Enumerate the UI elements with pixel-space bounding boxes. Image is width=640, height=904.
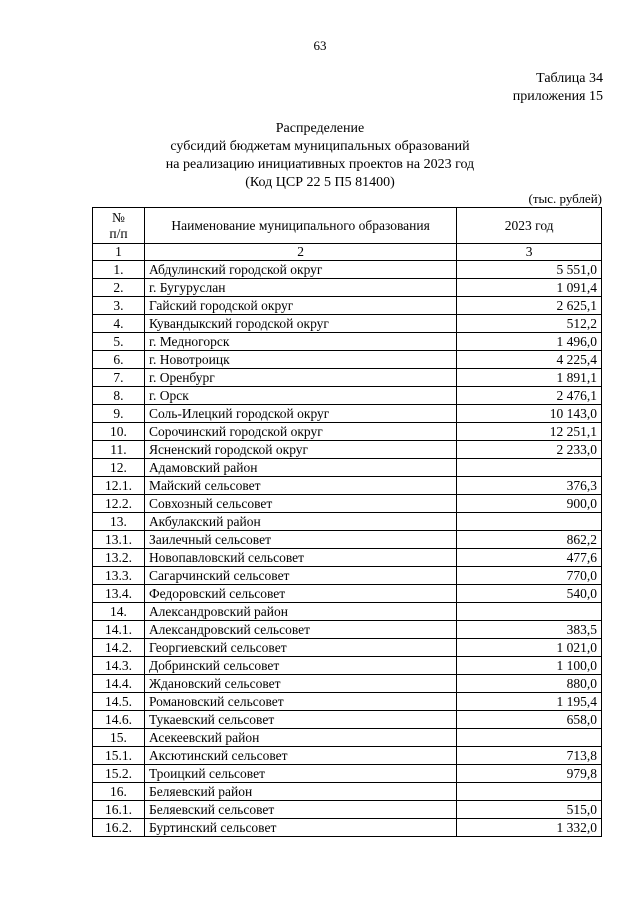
row-number-cell: 13.1. bbox=[93, 531, 145, 549]
amount-cell: 383,5 bbox=[457, 621, 602, 639]
amount-cell: 512,2 bbox=[457, 315, 602, 333]
municipality-name-cell: Соль-Илецкий городской округ bbox=[144, 405, 456, 423]
municipality-name-cell: Добринский сельсовет bbox=[144, 657, 456, 675]
column-number: 2 bbox=[144, 244, 456, 261]
header-number-line1: № bbox=[112, 209, 125, 225]
table-row bbox=[93, 333, 602, 351]
amount-cell: 770,0 bbox=[457, 567, 602, 585]
table-number-label: Таблица 34 bbox=[536, 71, 603, 86]
table-row bbox=[93, 675, 602, 693]
row-number-cell: 5. bbox=[93, 333, 145, 351]
amount-cell: 1 195,4 bbox=[457, 693, 602, 711]
amount-cell: 376,3 bbox=[457, 477, 602, 495]
row-number-cell: 15.1. bbox=[93, 747, 145, 765]
table-row bbox=[93, 711, 602, 729]
municipality-name-cell: Сагарчинский сельсовет bbox=[144, 567, 456, 585]
table-row bbox=[93, 513, 602, 531]
subsidy-table bbox=[92, 207, 602, 837]
municipality-name-cell: Троицкий сельсовет bbox=[144, 765, 456, 783]
municipality-name-cell: Александровский район bbox=[144, 603, 456, 621]
table-row bbox=[93, 747, 602, 765]
title-line: (Код ЦСР 22 5 П5 81400) bbox=[245, 175, 395, 190]
header-number-line2: п/п bbox=[109, 225, 128, 241]
amount-cell: 1 021,0 bbox=[457, 639, 602, 657]
row-number-cell: 12.2. bbox=[93, 495, 145, 513]
row-number-cell: 12.1. bbox=[93, 477, 145, 495]
table-row bbox=[93, 441, 602, 459]
row-number-cell: 16.1. bbox=[93, 801, 145, 819]
table-caption bbox=[513, 70, 603, 106]
row-number-cell: 14.5. bbox=[93, 693, 145, 711]
column-number: 3 bbox=[457, 244, 602, 261]
page-number: 63 bbox=[313, 38, 327, 53]
amount-cell: 10 143,0 bbox=[457, 405, 602, 423]
amount-cell bbox=[457, 459, 602, 477]
amount-cell: 5 551,0 bbox=[457, 261, 602, 279]
table-row bbox=[93, 297, 602, 315]
amount-cell: 713,8 bbox=[457, 747, 602, 765]
municipality-name-cell: Александровский сельсовет bbox=[144, 621, 456, 639]
amount-cell: 880,0 bbox=[457, 675, 602, 693]
row-number-cell: 13.3. bbox=[93, 567, 145, 585]
table-row bbox=[93, 477, 602, 495]
amount-cell: 477,6 bbox=[457, 549, 602, 567]
amount-cell: 2 625,1 bbox=[457, 297, 602, 315]
municipality-name-cell: Ясненский городской округ bbox=[144, 441, 456, 459]
amount-cell: 1 100,0 bbox=[457, 657, 602, 675]
column-number: 1 bbox=[93, 244, 145, 261]
table-row bbox=[93, 783, 602, 801]
municipality-name-cell: Абдулинский городской округ bbox=[144, 261, 456, 279]
amount-cell: 979,8 bbox=[457, 765, 602, 783]
title-line: Распределение bbox=[275, 121, 365, 136]
table-row bbox=[93, 531, 602, 549]
table-row bbox=[93, 801, 602, 819]
municipality-name-cell: Майский сельсовет bbox=[144, 477, 456, 495]
municipality-name-cell: г. Медногорск bbox=[144, 333, 456, 351]
municipality-name-cell: Заилечный сельсовет bbox=[144, 531, 456, 549]
row-number-cell: 14.2. bbox=[93, 639, 145, 657]
municipality-name-cell: г. Бугуруслан bbox=[144, 279, 456, 297]
table-row bbox=[93, 657, 602, 675]
municipality-name-cell: Буртинский сельсовет bbox=[144, 819, 456, 837]
annex-label: приложения 15 bbox=[512, 89, 603, 104]
municipality-name-cell: Совхозный сельсовет bbox=[144, 495, 456, 513]
header-year: 2023 год bbox=[457, 208, 602, 244]
table-row bbox=[93, 765, 602, 783]
amount-cell: 540,0 bbox=[457, 585, 602, 603]
municipality-name-cell: Адамовский район bbox=[144, 459, 456, 477]
table-row bbox=[93, 729, 602, 747]
row-number-cell: 13.4. bbox=[93, 585, 145, 603]
header-name: Наименование муниципального образования bbox=[144, 208, 456, 244]
row-number-cell: 6. bbox=[93, 351, 145, 369]
title-line: на реализацию инициативных проектов на 2023 год bbox=[165, 157, 475, 172]
municipality-name-cell: Беляевский район bbox=[144, 783, 456, 801]
row-number-cell: 9. bbox=[93, 405, 145, 423]
row-number-cell: 13.2. bbox=[93, 549, 145, 567]
row-number-cell: 13. bbox=[93, 513, 145, 531]
table-row bbox=[93, 495, 602, 513]
amount-cell: 12 251,1 bbox=[457, 423, 602, 441]
table-row bbox=[93, 405, 602, 423]
table-row bbox=[93, 423, 602, 441]
row-number-cell: 15. bbox=[93, 729, 145, 747]
amount-cell: 658,0 bbox=[457, 711, 602, 729]
header-number bbox=[93, 208, 145, 244]
table-row bbox=[93, 387, 602, 405]
table-row bbox=[93, 279, 602, 297]
municipality-name-cell: Федоровский сельсовет bbox=[144, 585, 456, 603]
table-row bbox=[93, 459, 602, 477]
municipality-name-cell: г. Новотроицк bbox=[144, 351, 456, 369]
table-row bbox=[93, 549, 602, 567]
table-row bbox=[93, 315, 602, 333]
amount-cell: 1 332,0 bbox=[457, 819, 602, 837]
amount-cell bbox=[457, 783, 602, 801]
row-number-cell: 3. bbox=[93, 297, 145, 315]
municipality-name-cell: Кувандыкский городской округ bbox=[144, 315, 456, 333]
municipality-name-cell: Гайский городской округ bbox=[144, 297, 456, 315]
table-row bbox=[93, 693, 602, 711]
amount-cell: 2 476,1 bbox=[457, 387, 602, 405]
municipality-name-cell: Георгиевский сельсовет bbox=[144, 639, 456, 657]
document-title bbox=[0, 120, 640, 192]
municipality-name-cell: Аксютинский сельсовет bbox=[144, 747, 456, 765]
table-row bbox=[93, 603, 602, 621]
municipality-name-cell: г. Орск bbox=[144, 387, 456, 405]
row-number-cell: 14.4. bbox=[93, 675, 145, 693]
municipality-name-cell: Романовский сельсовет bbox=[144, 693, 456, 711]
row-number-cell: 10. bbox=[93, 423, 145, 441]
municipality-name-cell: Акбулакский район bbox=[144, 513, 456, 531]
column-number-row bbox=[93, 244, 602, 261]
table-row bbox=[93, 621, 602, 639]
row-number-cell: 11. bbox=[93, 441, 145, 459]
row-number-cell: 14.6. bbox=[93, 711, 145, 729]
amount-cell: 1 091,4 bbox=[457, 279, 602, 297]
table-header-row bbox=[93, 208, 602, 244]
amount-cell bbox=[457, 513, 602, 531]
amount-cell: 515,0 bbox=[457, 801, 602, 819]
table-row bbox=[93, 639, 602, 657]
row-number-cell: 14. bbox=[93, 603, 145, 621]
row-number-cell: 16.2. bbox=[93, 819, 145, 837]
table-row bbox=[93, 567, 602, 585]
amount-cell: 2 233,0 bbox=[457, 441, 602, 459]
row-number-cell: 2. bbox=[93, 279, 145, 297]
municipality-name-cell: Беляевский сельсовет bbox=[144, 801, 456, 819]
amount-cell bbox=[457, 603, 602, 621]
title-line: субсидий бюджетам муниципальных образований bbox=[170, 139, 470, 154]
amount-cell: 862,2 bbox=[457, 531, 602, 549]
municipality-name-cell: Асекеевский район bbox=[144, 729, 456, 747]
row-number-cell: 8. bbox=[93, 387, 145, 405]
amount-cell: 4 225,4 bbox=[457, 351, 602, 369]
municipality-name-cell: Сорочинский городской округ bbox=[144, 423, 456, 441]
table-row bbox=[93, 261, 602, 279]
amount-cell: 1 496,0 bbox=[457, 333, 602, 351]
municipality-name-cell: Ждановский сельсовет bbox=[144, 675, 456, 693]
row-number-cell: 14.3. bbox=[93, 657, 145, 675]
units-label: (тыс. рублей) bbox=[528, 191, 602, 206]
amount-cell: 900,0 bbox=[457, 495, 602, 513]
municipality-name-cell: Тукаевский сельсовет bbox=[144, 711, 456, 729]
row-number-cell: 7. bbox=[93, 369, 145, 387]
table-row bbox=[93, 369, 602, 387]
row-number-cell: 1. bbox=[93, 261, 145, 279]
row-number-cell: 4. bbox=[93, 315, 145, 333]
amount-cell: 1 891,1 bbox=[457, 369, 602, 387]
row-number-cell: 12. bbox=[93, 459, 145, 477]
row-number-cell: 14.1. bbox=[93, 621, 145, 639]
table-row bbox=[93, 585, 602, 603]
table-row bbox=[93, 819, 602, 837]
municipality-name-cell: Новопавловский сельсовет bbox=[144, 549, 456, 567]
row-number-cell: 15.2. bbox=[93, 765, 145, 783]
row-number-cell: 16. bbox=[93, 783, 145, 801]
table-body bbox=[93, 261, 602, 837]
amount-cell bbox=[457, 729, 602, 747]
table-row bbox=[93, 351, 602, 369]
municipality-name-cell: г. Оренбург bbox=[144, 369, 456, 387]
